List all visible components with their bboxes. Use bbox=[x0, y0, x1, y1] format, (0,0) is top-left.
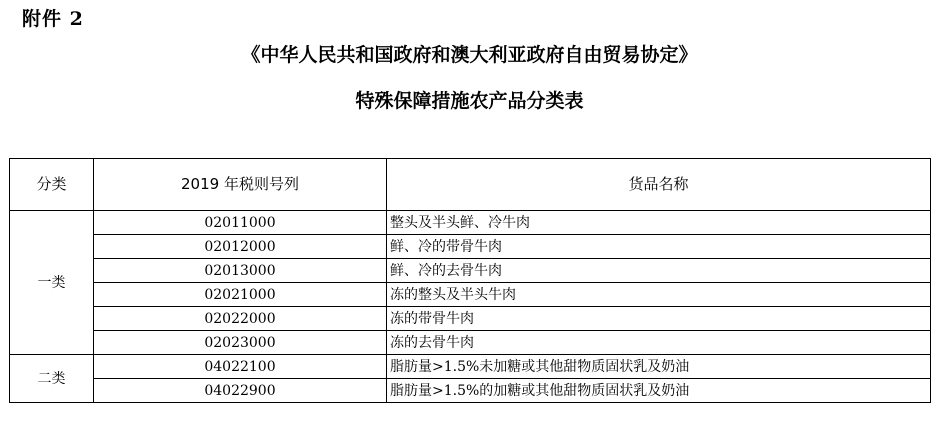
tariff-code-cell: 02023000 bbox=[94, 331, 387, 355]
tariff-code-cell: 04022100 bbox=[94, 355, 387, 379]
document-subtitle: 特殊保障措施农产品分类表 bbox=[355, 90, 584, 112]
product-name-cell: 冻的带骨牛肉 bbox=[387, 307, 931, 331]
header-product-name: 货品名称 bbox=[387, 159, 931, 211]
table-row bbox=[10, 211, 931, 235]
tariff-code-cell: 02012000 bbox=[94, 235, 387, 259]
table-header-row bbox=[10, 159, 931, 211]
category-cell: 一类 bbox=[10, 211, 94, 355]
product-name-cell: 整头及半头鲜、冷牛肉 bbox=[387, 211, 931, 235]
tariff-code-cell: 02011000 bbox=[94, 211, 387, 235]
document-title: 《中华人民共和国政府和澳大利亚政府自由贸易协定》 bbox=[241, 44, 698, 66]
table-row bbox=[10, 259, 931, 283]
product-name-cell: 鲜、冷的去骨牛肉 bbox=[387, 259, 931, 283]
attachment-label: 附件 2 bbox=[22, 8, 84, 30]
tariff-code-cell: 02013000 bbox=[94, 259, 387, 283]
tariff-code-cell: 02021000 bbox=[94, 283, 387, 307]
category-cell: 二类 bbox=[10, 355, 94, 403]
product-classification-table bbox=[9, 158, 931, 403]
table-row bbox=[10, 379, 931, 403]
product-name-cell: 脂肪量>1.5%未加糖或其他甜物质固状乳及奶油 bbox=[387, 355, 931, 379]
table-row bbox=[10, 283, 931, 307]
product-name-cell: 鲜、冷的带骨牛肉 bbox=[387, 235, 931, 259]
product-name-cell: 脂肪量>1.5%的加糖或其他甜物质固状乳及奶油 bbox=[387, 379, 931, 403]
table-row bbox=[10, 307, 931, 331]
tariff-code-cell: 02022000 bbox=[94, 307, 387, 331]
table-row bbox=[10, 235, 931, 259]
product-name-cell: 冻的去骨牛肉 bbox=[387, 331, 931, 355]
header-category: 分类 bbox=[10, 159, 94, 211]
table-row bbox=[10, 331, 931, 355]
table-row bbox=[10, 355, 931, 379]
tariff-code-cell: 04022900 bbox=[94, 379, 387, 403]
header-tariff-code: 2019 年税则号列 bbox=[94, 159, 387, 211]
product-name-cell: 冻的整头及半头牛肉 bbox=[387, 283, 931, 307]
